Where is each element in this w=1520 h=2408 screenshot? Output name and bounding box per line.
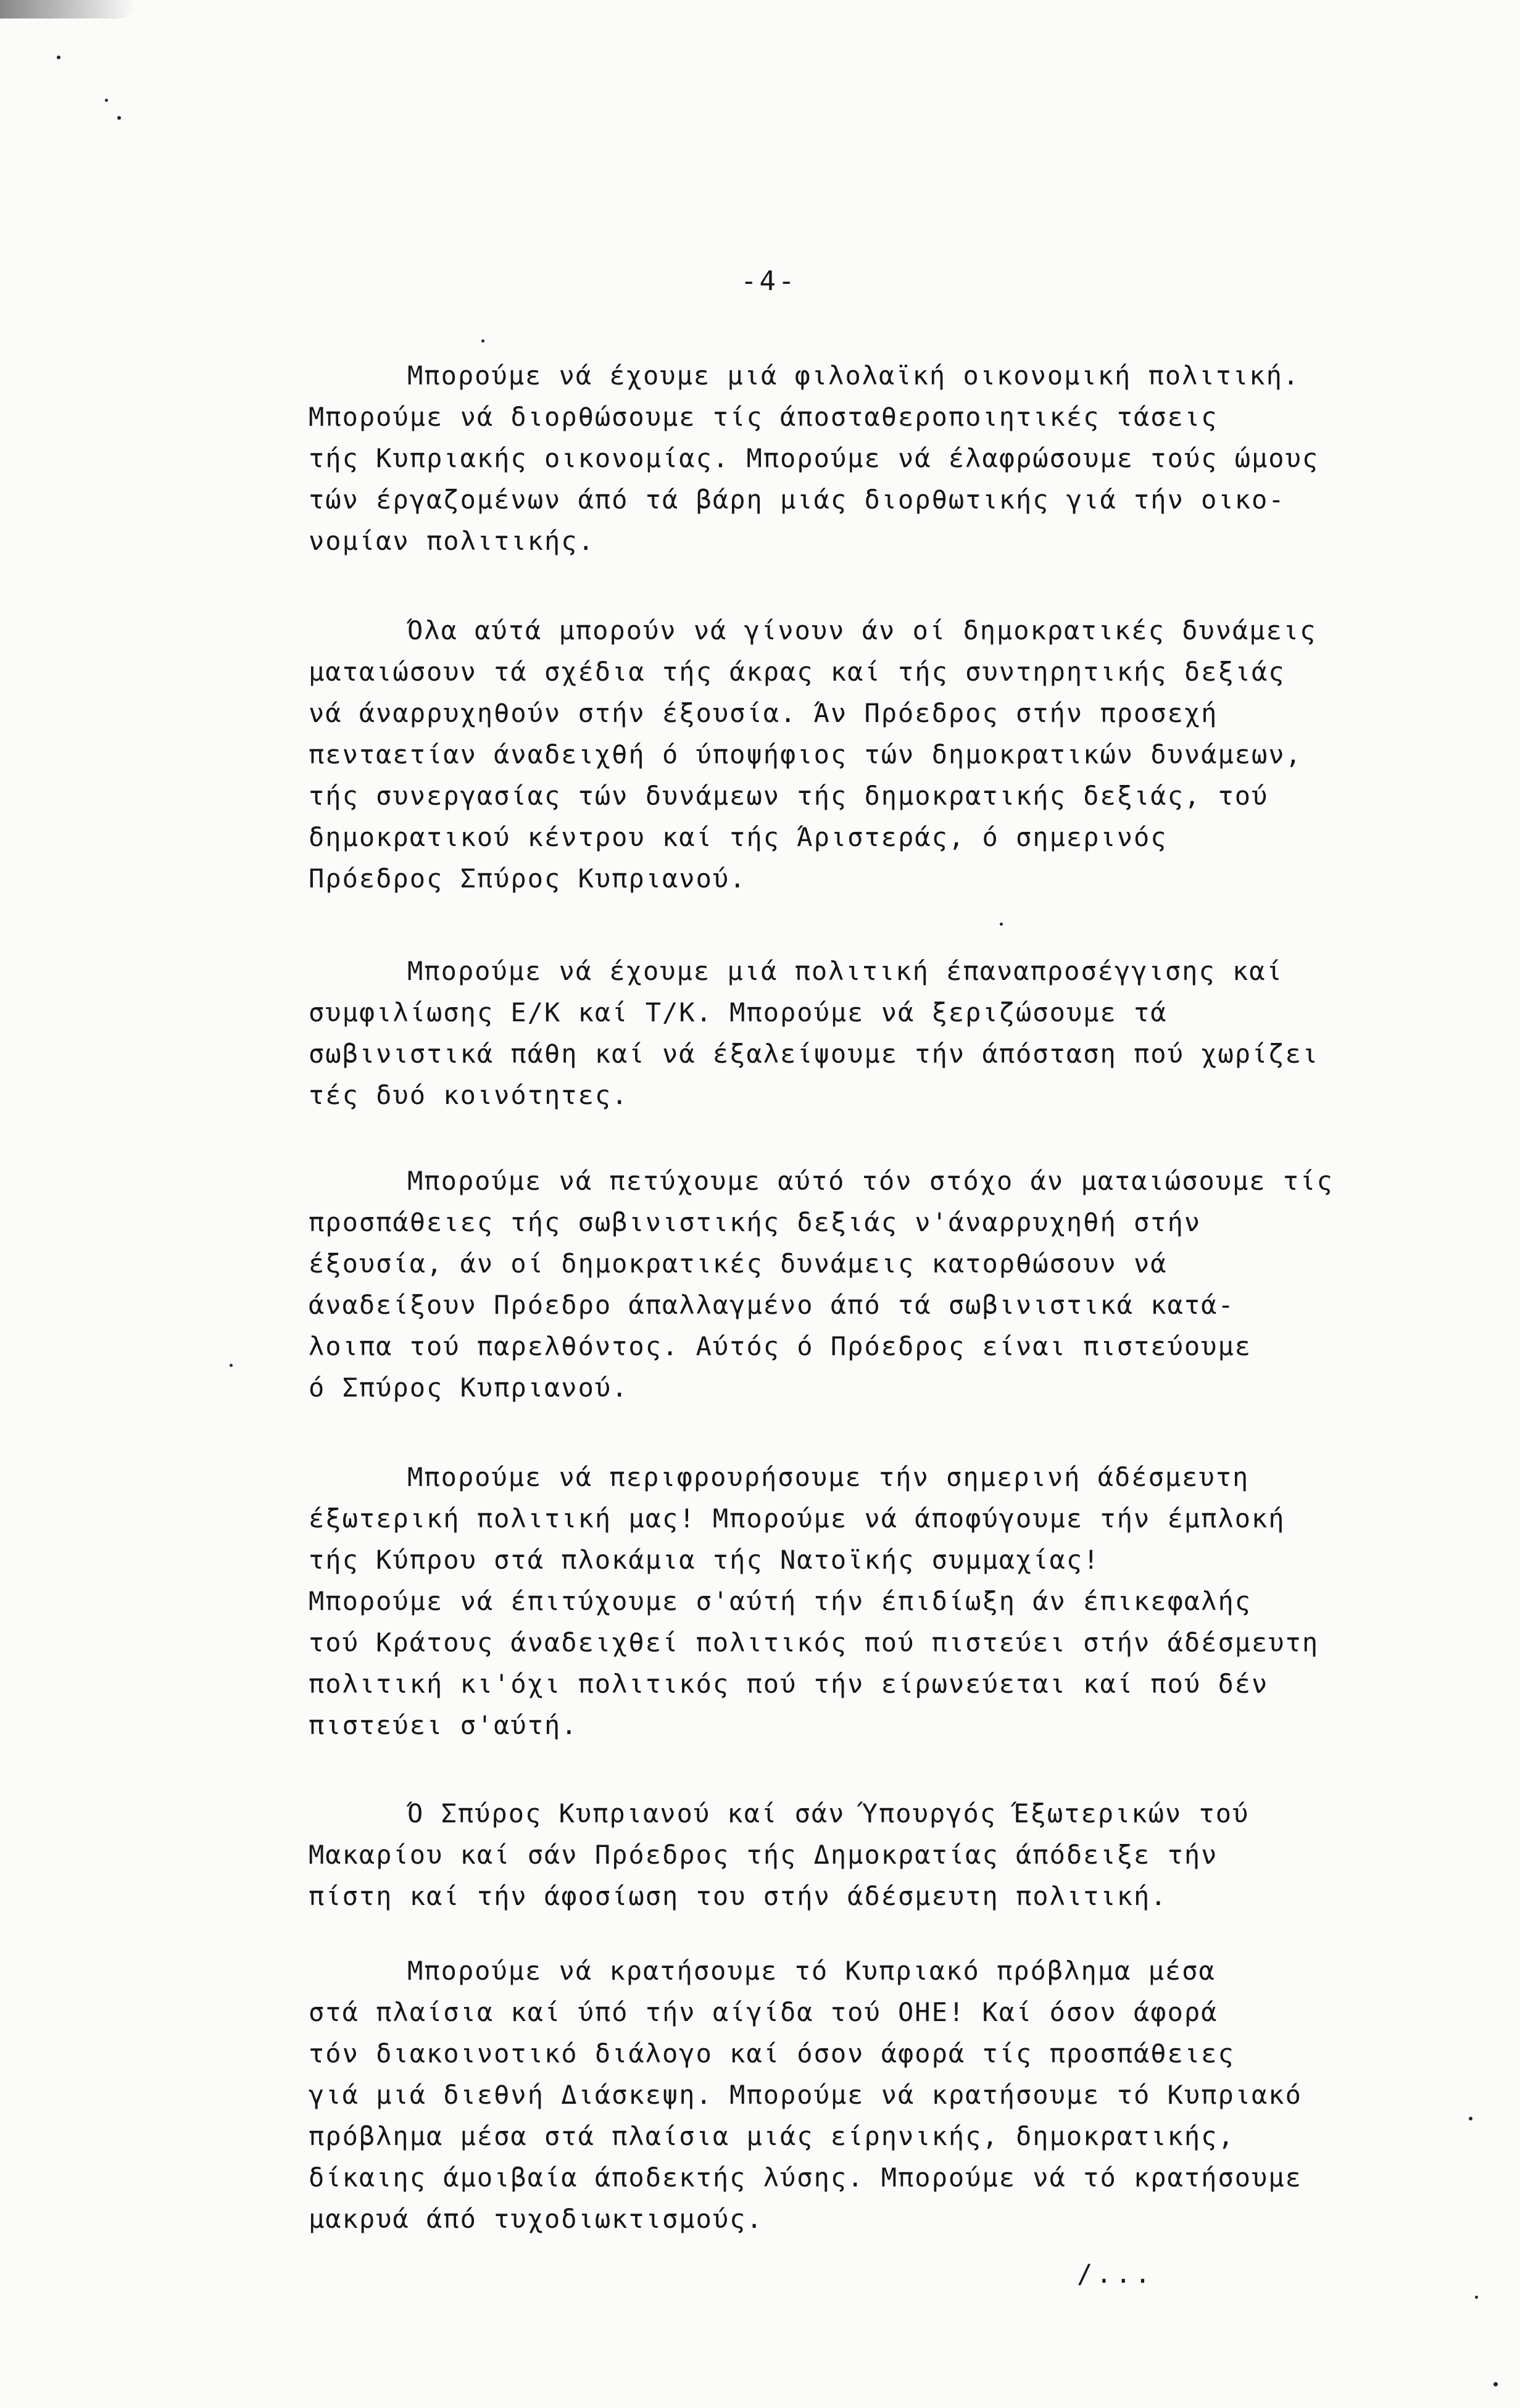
scan-speck [57, 56, 60, 59]
text-line: ματαιώσουν τά σχέδια τής άκρας καί τής συντηρητικής δεξιάς [309, 657, 1285, 687]
text-line: δίκαιης άμοιβαία άποδεκτής λύσης. Μπορούμε νά τό κρατήσουμε [309, 2162, 1302, 2193]
text-line: πενταετίαν άναδειχθή ό ύποψήφιος τών δημοκρατικών δυνάμεων, [309, 739, 1302, 770]
text-line: Μπορούμε νά περιφρουρήσουμε τήν σημερινή άδέσμευτη [407, 1462, 1250, 1492]
text-line: λοιπα τού παρελθόντος. Αύτός ό Πρόεδρος είναι πιστεύουμε [309, 1331, 1252, 1361]
text-line: Μπορούμε νά έπιτύχουμε σ'αύτή τήν έπιδίωξη άν έπικεφαλής [309, 1586, 1252, 1616]
text-line: Μπορούμε νά έχουμε μιά πολιτική έπαναπροσέγγισης καί [407, 956, 1283, 986]
scan-speck [1475, 2296, 1478, 2299]
text-line: Μακαρίου καί σάν Πρόεδρος τής Δημοκρατίας άπόδειξε τήν [309, 1840, 1218, 1870]
scan-speck [481, 339, 484, 343]
continuation-mark: /... [1077, 2259, 1155, 2289]
text-line: τού Κράτους άναδειχθεί πολιτικός πού πιστεύει στήν άδέσμευτη [309, 1627, 1319, 1658]
text-line: τής Κυπριακής οικονομίας. Μπορούμε νά έλαφρώσουμε τούς ώμους [309, 443, 1319, 473]
text-line: γιά μιά διεθνή Διάσκεψη. Μπορούμε νά κρατήσουμε τό Κυπριακό [309, 2080, 1302, 2110]
text-line: έξωτερική πολιτική μας! Μπορούμε νά άποφύγουμε τήν έμπλοκή [309, 1503, 1285, 1534]
text-line: τόν διακοινοτικό διάλογο καί όσον άφορά τίς προσπάθειες [309, 2038, 1235, 2069]
scan-speck [230, 1364, 233, 1367]
paragraph-foreign-policy [309, 1456, 1444, 1746]
text-line: Μπορούμε νά κρατήσουμε τό Κυπριακό πρόβλημα μέσα [407, 1956, 1216, 1986]
text-line: Όλα αύτά μπορούν νά γίνουν άν οί δημοκρατικές δυνάμεις [407, 615, 1317, 646]
paragraph-democratic-forces [309, 610, 1444, 899]
text-line: έξουσία, άν οί δημοκρατικές δυνάμεις κατορθώσουν νά [309, 1248, 1168, 1279]
text-line: δημοκρατικού κέντρου καί τής Άριστεράς, ό σημερινός [309, 822, 1168, 852]
paragraph-rapprochement [309, 950, 1444, 1116]
paragraph-kyprianou [309, 1793, 1444, 1917]
text-line: μακρυά άπό τυχοδιωκτισμούς. [309, 2204, 763, 2234]
paragraph-economic-policy [309, 355, 1444, 562]
text-line: σωβινιστικά πάθη καί νά έξαλείψουμε τήν άπόσταση πού χωρίζει [309, 1039, 1319, 1069]
scan-speck [1493, 2382, 1498, 2386]
scan-speck [105, 99, 108, 102]
text-line: συμφιλίωσης Ε/Κ καί Τ/Κ. Μπορούμε νά ξεριζώσουμε τά [309, 997, 1168, 1028]
text-line: Μπορούμε νά διορθώσουμε τίς άποσταθεροποιητικές τάσεις [309, 402, 1218, 432]
text-line: νά άναρρυχηθούν στήν έξουσία. Άν Πρόεδρος στήν προσεχή [309, 698, 1218, 728]
text-line: Ό Σπύρος Κυπριανού καί σάν Ύπουργός Έξωτερικών τού [407, 1798, 1250, 1829]
text-line: πρόβλημα μέσα στά πλαίσια μιάς είρηνικής, δημοκρατικής, [309, 2121, 1235, 2151]
text-line: πίστη καί τήν άφοσίωση του στήν άδέσμευτη πολιτική. [309, 1881, 1168, 1911]
text-line: άναδείξουν Πρόεδρο άπαλλαγμένο άπό τά σωβινιστικά κατά- [309, 1290, 1235, 1320]
page-number: -4- [741, 265, 797, 297]
text-line: νομίαν πολιτικής. [309, 526, 595, 556]
text-line: ό Σπύρος Κυπριανού. [309, 1372, 629, 1403]
scan-speck [1000, 923, 1003, 926]
paragraph-cyprus-problem [309, 1950, 1444, 2240]
text-line: Μπορούμε νά έχουμε μιά φιλολαϊκή οικονομική πολιτική. [407, 360, 1300, 391]
scan-speck [117, 116, 121, 120]
scan-smudge [0, 0, 136, 19]
scan-speck [1469, 2117, 1472, 2120]
text-line: πιστεύει σ'αύτή. [309, 1710, 578, 1740]
text-line: τής συνεργασίας τών δυνάμεων τής δημοκρατικής δεξιάς, τού [309, 781, 1269, 811]
text-line: τής Κύπρου στά πλοκάμια τής Νατοϊκής συμμαχίας! [309, 1545, 1100, 1575]
paragraph-goal [309, 1160, 1444, 1408]
text-line: Μπορούμε νά πετύχουμε αύτό τόν στόχο άν ματαιώσουμε τίς [407, 1166, 1334, 1196]
text-line: στά πλαίσια καί ύπό τήν αίγίδα τού ΟΗΕ! Καί όσον άφορά [309, 1997, 1218, 2027]
text-line: τών έργαζομένων άπό τά βάρη μιάς διορθωτικής γιά τήν οικο- [309, 484, 1285, 515]
text-line: προσπάθειες τής σωβινιστικής δεξιάς ν'άναρρυχηθή στήν [309, 1207, 1202, 1237]
text-line: πολιτική κι'όχι πολιτικός πού τήν είρωνεύεται καί πού δέν [309, 1669, 1269, 1699]
text-line: Πρόεδρος Σπύρος Κυπριανού. [309, 863, 747, 894]
text-line: τές δυό κοινότητες. [309, 1080, 629, 1110]
